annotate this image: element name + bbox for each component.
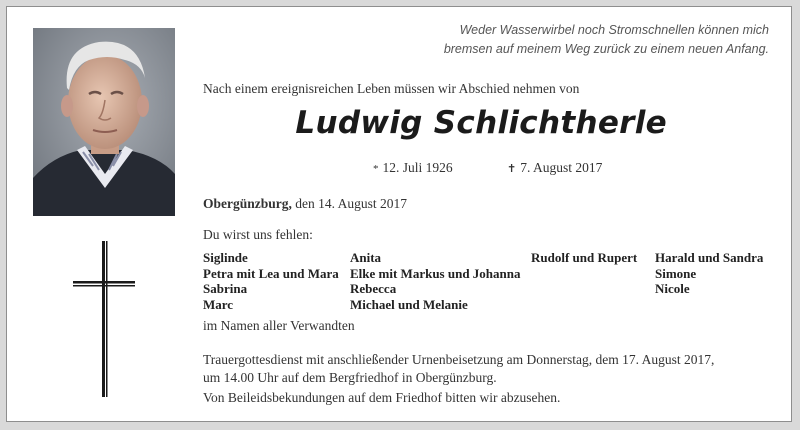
place-town: Obergünzburg, bbox=[203, 196, 292, 211]
miss-text: Du wirst uns fehlen: bbox=[203, 227, 313, 242]
service-line: um 14.00 Uhr auf dem Bergfriedhof in Obergünzburg. bbox=[203, 369, 497, 385]
quote-line: bremsen auf meinem Weg zurück zu einem neuen Anfang. bbox=[443, 42, 769, 56]
mourners-column-3 bbox=[531, 250, 637, 266]
service-line: Trauergottesdienst mit anschließender Urnenbeisetzung am Donnerstag, dem 17. August 2017, bbox=[203, 352, 715, 367]
mourner-name: Anita bbox=[350, 250, 382, 265]
relatives-text: im Namen aller Verwandten bbox=[203, 318, 355, 333]
place-date-text: den 14. August 2017 bbox=[295, 196, 408, 211]
birth-symbol: * bbox=[373, 163, 379, 175]
mourners-column-2 bbox=[350, 250, 521, 312]
condolence-note: Von Beileidsbekundungen auf dem Friedhof bitten wir abzusehen. bbox=[203, 390, 561, 405]
mourner-name: Harald und Sandra bbox=[655, 250, 764, 265]
deceased-name: Ludwig Schlichtherle bbox=[295, 105, 667, 141]
portrait-photo bbox=[33, 28, 175, 216]
death-symbol: ✝ bbox=[507, 163, 517, 175]
mourner-name: Rudolf und Rupert bbox=[531, 250, 638, 265]
mourner-name: Nicole bbox=[655, 281, 690, 296]
mourner-name: Elke mit Markus und Johanna bbox=[350, 265, 521, 281]
birth-date bbox=[373, 160, 453, 176]
place-date bbox=[203, 196, 407, 212]
mourner-name: Siglinde bbox=[203, 250, 248, 265]
intro-text: Nach einem ereignisreichen Leben müssen wir Abschied nehmen von bbox=[203, 81, 580, 96]
birth-date-text: 12. Juli 1926 bbox=[382, 160, 453, 175]
death-date-text: 7. August 2017 bbox=[520, 160, 603, 175]
mourners-column-4 bbox=[655, 250, 763, 297]
mourner-name: Simone bbox=[655, 265, 697, 281]
mourner-name: Marc bbox=[203, 296, 234, 312]
mourner-name: Sabrina bbox=[203, 281, 248, 296]
obituary-card bbox=[6, 6, 792, 422]
mourner-name: Rebecca bbox=[350, 281, 397, 296]
quote-line: Weder Wasserwirbel noch Stromschnellen können mich bbox=[459, 23, 769, 37]
mourner-name: Petra mit Lea und Mara bbox=[203, 265, 339, 281]
death-date bbox=[507, 160, 602, 176]
quote bbox=[389, 21, 769, 59]
service-info bbox=[203, 351, 714, 386]
mourners-column-1 bbox=[203, 250, 339, 312]
mourner-name: Michael und Melanie bbox=[350, 296, 468, 312]
cross-icon bbox=[73, 241, 135, 397]
